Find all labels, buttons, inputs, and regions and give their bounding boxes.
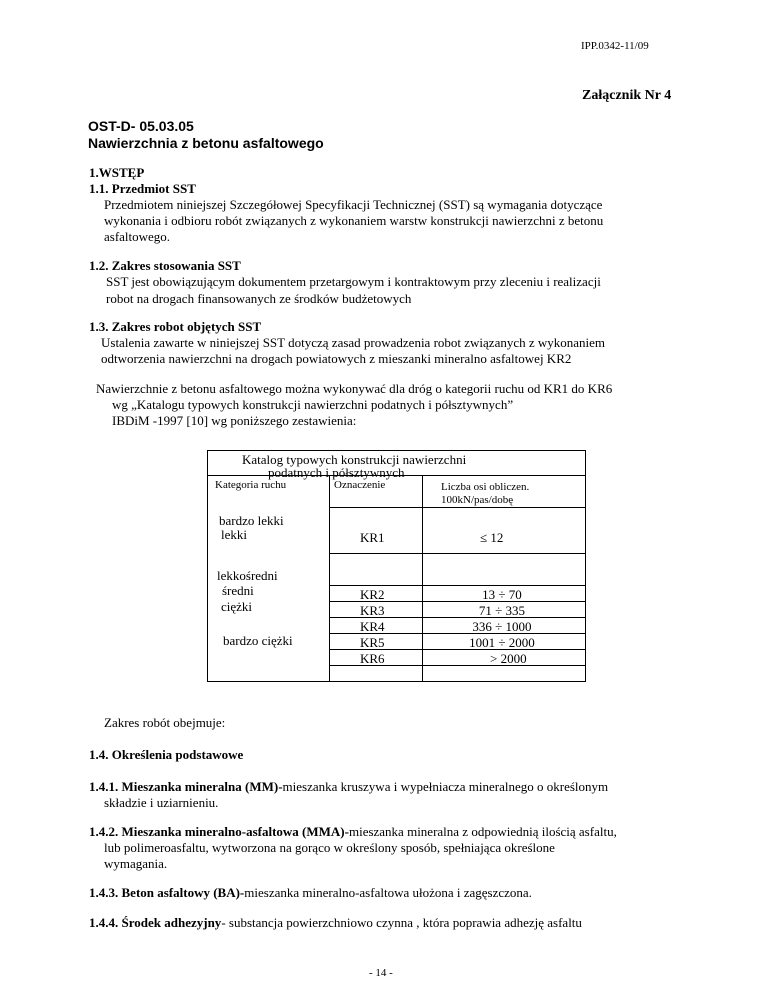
paragraph-line: lub polimeroasfaltu, wytworzona na gorąco w określony sposób, spełniająca określone: [104, 840, 555, 855]
category-cell: ciężki: [221, 599, 253, 614]
definition-text: mieszanka mineralna z odpowiednią ilością asfaltu,: [348, 824, 617, 839]
table-row-divider: [329, 507, 585, 508]
paragraph-line: Przedmiotem niniejszej Szczegółowej Specyfikacji Technicznej (SST) są wymagania dotyczące: [104, 197, 603, 212]
designation-cell: KR6: [360, 651, 385, 666]
axles-range-cell: 336 ÷ 1000: [472, 619, 532, 634]
section-heading: 1.WSTĘP: [89, 165, 145, 180]
axles-range-cell: 1001 ÷ 2000: [469, 635, 535, 650]
designation-cell: KR1: [360, 530, 385, 545]
section-heading: 1.2. Zakres stosowania SST: [89, 258, 241, 273]
paragraph-line: Nawierzchnie z betonu asfaltowego można wykonywać dla dróg o kategorii ruchu od KR1 do KR6: [96, 381, 613, 396]
designation-cell: KR3: [360, 603, 385, 618]
definition-term: 1.4.4. Środek adhezyjny: [89, 915, 222, 930]
column-header-designation: Oznaczenie: [334, 479, 386, 491]
column-header-category: Kategoria ruchu: [215, 479, 287, 491]
paragraph-line: wykonania i odbioru robót związanych z wykonaniem warstw konstrukcji nawierzchni z betonu: [104, 213, 604, 228]
category-cell: bardzo ciężki: [223, 633, 293, 648]
section-heading: 1.4. Określenia podstawowe: [89, 747, 244, 762]
category-cell: lekkośredni: [217, 568, 278, 583]
paragraph-line: IBDiM -1997 [10] wg poniższego zestawienia:: [112, 413, 357, 428]
definition-term: 1.4.1. Mieszanka mineralna (MM)-: [89, 779, 283, 794]
section-heading: 1.3. Zakres robot objętych SST: [89, 319, 262, 334]
axles-range-cell: > 2000: [490, 651, 527, 666]
definition-text: mieszanka mineralno-asfaltowa ułożona i zagęszczona.: [244, 885, 532, 900]
definition-text: - substancja powierzchniowo czynna , która poprawia adhezję asfaltu: [221, 915, 582, 930]
section-heading: 1.1. Przedmiot SST: [89, 181, 196, 196]
table-title: podatnych i półsztywnych: [268, 465, 405, 480]
column-header-axles: Liczba osi obliczen.: [441, 481, 530, 493]
definition-item: [89, 778, 608, 795]
annex-label: Załącznik Nr 4: [582, 88, 672, 103]
definition-item: [89, 823, 617, 840]
paragraph-line: wymagania.: [104, 856, 168, 871]
paragraph-line: wg „Katalogu typowych konstrukcji nawierzchni podatnych i półsztywnych”: [112, 397, 514, 412]
paragraph-line: Zakres robót obejmuje:: [104, 715, 226, 730]
definition-text: mieszanka kruszywa i wypełniacza mineralnego o określonym: [282, 779, 609, 794]
paragraph-line: odtworzenia nawierzchni na drogach powiatowych z mieszanki mineralno asfaltowej KR2: [101, 351, 572, 366]
paragraph-line: Ustalenia zawarte w niniejszej SST dotyczą zasad prowadzenia robot związanych z wykonaniem: [101, 335, 606, 350]
page-number: - 14 -: [369, 967, 393, 979]
designation-cell: KR4: [360, 619, 385, 634]
designation-cell: KR5: [360, 635, 385, 650]
axles-range-cell: 71 ÷ 335: [478, 603, 526, 618]
paragraph-line: składzie i uziarnieniu.: [104, 795, 219, 810]
category-cell: bardzo lekki: [219, 513, 284, 528]
axles-range-cell: 13 ÷ 70: [482, 587, 522, 602]
spec-title: Nawierzchnia z betonu asfaltowego: [88, 135, 324, 151]
column-header-axles: 100kN/pas/dobę: [441, 494, 514, 506]
paragraph-line: SST jest obowiązującym dokumentem przetargowym i kontraktowym przy zleceniu i realizacji: [106, 274, 601, 289]
definition-term: 1.4.3. Beton asfaltowy (BA)-: [89, 885, 245, 900]
category-cell: średni: [222, 583, 254, 598]
definition-item: [89, 884, 532, 901]
category-cell: lekki: [221, 527, 247, 542]
table-row-divider: [329, 553, 585, 554]
definition-term: 1.4.2. Mieszanka mineralno-asfaltowa (MMA)-: [89, 824, 349, 839]
paragraph-line: robot na drogach finansowanych ze środków budżetowych: [106, 291, 412, 306]
table-title: Katalog typowych konstrukcji nawierzchni: [242, 452, 467, 467]
document-reference: IPP.0342-11/09: [581, 40, 649, 52]
paragraph-line: asfaltowego.: [104, 229, 171, 244]
designation-cell: KR2: [360, 587, 385, 602]
spec-code: OST-D- 05.03.05: [88, 118, 194, 134]
definition-item: [89, 914, 582, 931]
axles-range-cell: ≤ 12: [480, 530, 504, 545]
